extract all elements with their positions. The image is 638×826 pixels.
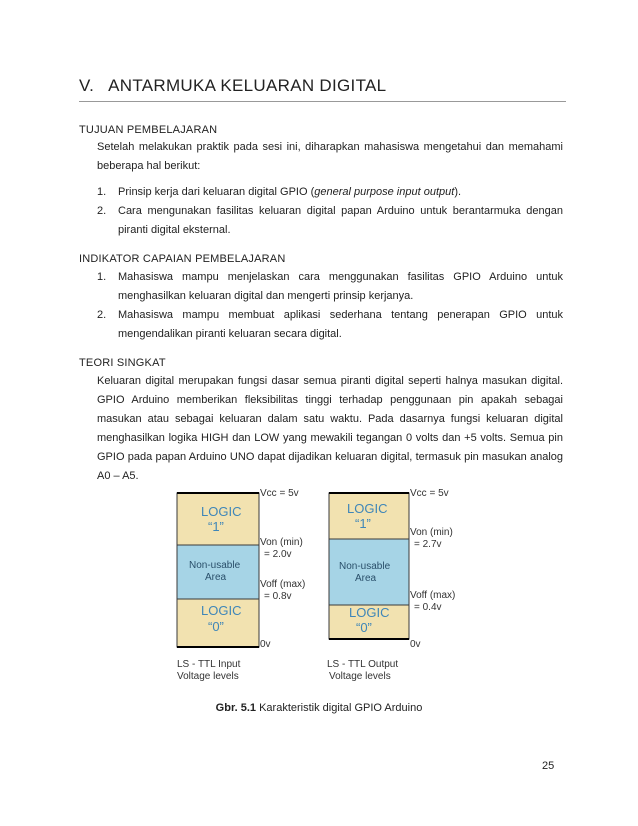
input-nonusable-label-1: Non-usable xyxy=(189,560,241,571)
output-caption-2: Voltage levels xyxy=(329,671,391,682)
list-text: Mahasiswa mampu membuat aplikasi sederhana tentang penerapan GPIO untuk mengendalikan piranti keluaran secara digital. xyxy=(118,309,563,340)
figure-caption-label: Gbr. 5.1 xyxy=(215,702,257,714)
tujuan-intro: Setelah melakukan praktik pada sesi ini, diharapkan mahasiswa mengetahui dan memahami beberapa hal berikut: xyxy=(97,141,563,172)
output-caption-1: LS - TTL Output xyxy=(327,659,399,670)
section-heading-tujuan: TUJUAN PEMBELAJARAN xyxy=(79,124,218,136)
chapter-title-text: ANTARMUKA KELUARAN DIGITAL xyxy=(108,76,387,95)
output-logic0-value: “0” xyxy=(356,620,372,635)
section-heading-teori: TEORI SINGKAT xyxy=(79,357,166,369)
page-number: 25 xyxy=(542,760,555,772)
input-voff-label: Voff (max) xyxy=(260,579,306,590)
input-logic1-value: “1” xyxy=(208,519,224,534)
output-voff-value: = 0.4v xyxy=(414,602,442,613)
input-zero-label: 0v xyxy=(260,639,271,650)
teori-body: Keluaran digital merupakan fungsi dasar semua piranti digital seperti halnya masukan digital. GPIO Arduino memberikan fleksibilitas tinggi terhadap penggunaan pin apakah sebagai masukan atau sebagai keluaran dalam satu waktu. Pada dasarnya fungsi keluaran digital menghasilkan logika HIGH dan LOW yang mewakili tegangan 0 volts dan +5 volts. Semua pin GPIO pada papan Arduino UNO dapat dijadikan keluaran digital, termasuk pin masukan analog A0 – A5. xyxy=(97,375,563,482)
list-item xyxy=(79,306,563,344)
input-caption-2: Voltage levels xyxy=(177,671,239,682)
list-text-italic: general purpose input output xyxy=(314,186,455,198)
output-levels-diagram xyxy=(327,488,455,682)
output-logic1-label: LOGIC xyxy=(347,501,388,516)
output-von-label: Von (min) xyxy=(410,527,453,538)
list-text: Mahasiswa mampu menjelaskan cara menggunakan fasilitas GPIO Arduino untuk menghasilkan keluaran digital dan mengerti prinsip kerjanya. xyxy=(118,271,563,302)
input-caption-1: LS - TTL Input xyxy=(177,659,241,670)
input-levels-diagram xyxy=(177,488,305,682)
list-text: Cara mengunakan fasilitas keluaran digital papan Arduino untuk berantarmuka dengan piranti digital eksternal. xyxy=(118,205,563,236)
output-voff-label: Voff (max) xyxy=(410,590,456,601)
input-von-value: = 2.0v xyxy=(264,549,292,560)
output-vcc-label: Vcc = 5v xyxy=(410,488,449,499)
list-index: 1. xyxy=(97,186,107,198)
list-index: 2. xyxy=(97,205,107,217)
output-zero-label: 0v xyxy=(410,639,421,650)
voltage-levels-diagram xyxy=(171,481,471,689)
section-heading-indikator: INDIKATOR CAPAIAN PEMBELAJARAN xyxy=(79,253,286,265)
output-von-value: = 2.7v xyxy=(414,539,442,550)
list-index: 1. xyxy=(97,271,107,283)
list-item xyxy=(79,183,563,202)
input-von-label: Von (min) xyxy=(260,537,303,548)
list-index: 2. xyxy=(97,309,107,321)
input-logic1-label: LOGIC xyxy=(201,504,242,519)
chapter-title xyxy=(79,76,566,102)
figure-voltage-levels xyxy=(171,481,471,689)
output-nonusable-label-1: Non-usable xyxy=(339,561,391,572)
input-voff-value: = 0.8v xyxy=(264,591,292,602)
tujuan-list xyxy=(79,183,563,240)
input-logic0-value: “0” xyxy=(208,619,224,634)
list-item xyxy=(79,202,563,240)
input-vcc-label: Vcc = 5v xyxy=(260,488,299,499)
list-item xyxy=(79,268,563,306)
figure-caption xyxy=(0,702,638,714)
input-logic0-label: LOGIC xyxy=(201,603,242,618)
output-logic0-label: LOGIC xyxy=(349,605,390,620)
output-nonusable-region xyxy=(329,539,409,605)
output-nonusable-label-2: Area xyxy=(355,573,377,584)
chapter-number: V. xyxy=(79,76,95,95)
list-text-before: Prinsip kerja dari keluaran digital GPIO ( xyxy=(118,186,315,198)
list-text-after: ). xyxy=(454,186,462,198)
indikator-list xyxy=(79,268,563,344)
input-nonusable-label-2: Area xyxy=(205,572,227,583)
figure-caption-text: Karakteristik digital GPIO Arduino xyxy=(256,702,423,714)
output-logic1-value: “1” xyxy=(355,516,371,531)
